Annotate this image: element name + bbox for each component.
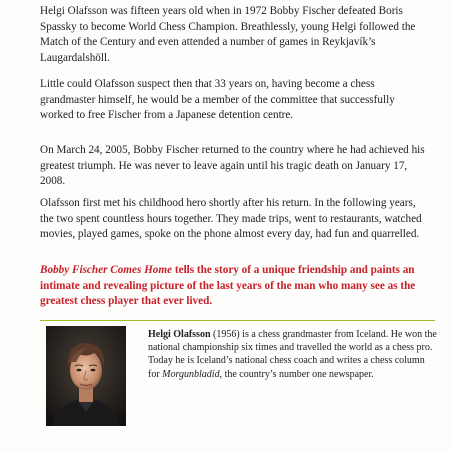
author-bio-text-2: , the country’s number one newspaper. <box>219 368 374 380</box>
paragraph-friendship: Olafsson first met his childhood hero shortly after his return. In the following years, the two spent countless hours together. They made trips, went to restaurants, watched movies, played games, spoke on the phone almost every day, had fun and quarrelled. <box>40 197 422 241</box>
blurb-text: tells the story of a unique friendship and paints an intimate and revealing picture of the last years of the man who many see as the greatest chess player that ever lived. <box>40 264 416 308</box>
author-portrait-image <box>46 326 126 426</box>
book-blurb <box>40 263 436 310</box>
author-name: Helgi Olafsson <box>148 329 211 340</box>
author-bio-text-1: (1956) is a chess grandmaster from Iceland. He won the national championship six times and travelled the world as a chess pro. Today he is Iceland’s national chess coach and writes a chess column for <box>148 329 437 380</box>
newspaper-name: Morgunbladid <box>162 368 220 380</box>
divider-rule <box>40 320 435 321</box>
paragraph-intro: Helgi Olafsson was fifteen years old when in 1972 Bobby Fischer defeated Boris Spassky to become World Chess Champion. Breathlessly, young Helgi followed the Match of the Century and even attended a number of games in Reykjavík’s Laugardalshöll. <box>40 5 416 64</box>
author-bio <box>148 328 438 381</box>
paragraph-return: On March 24, 2005, Bobby Fischer returned to the country where he had achieved his greatest triumph. He was never to leave again until his tragic death on January 17, 2008. <box>40 144 425 188</box>
author-photo <box>46 326 126 426</box>
book-title: Bobby Fischer Comes Home <box>40 264 173 276</box>
paragraph-committee: Little could Olafsson suspect then that 33 years on, having become a chess grandmaster himself, he would be a member of the committee that successfully worked to free Fischer from a Japanese detention centre. <box>40 78 395 122</box>
